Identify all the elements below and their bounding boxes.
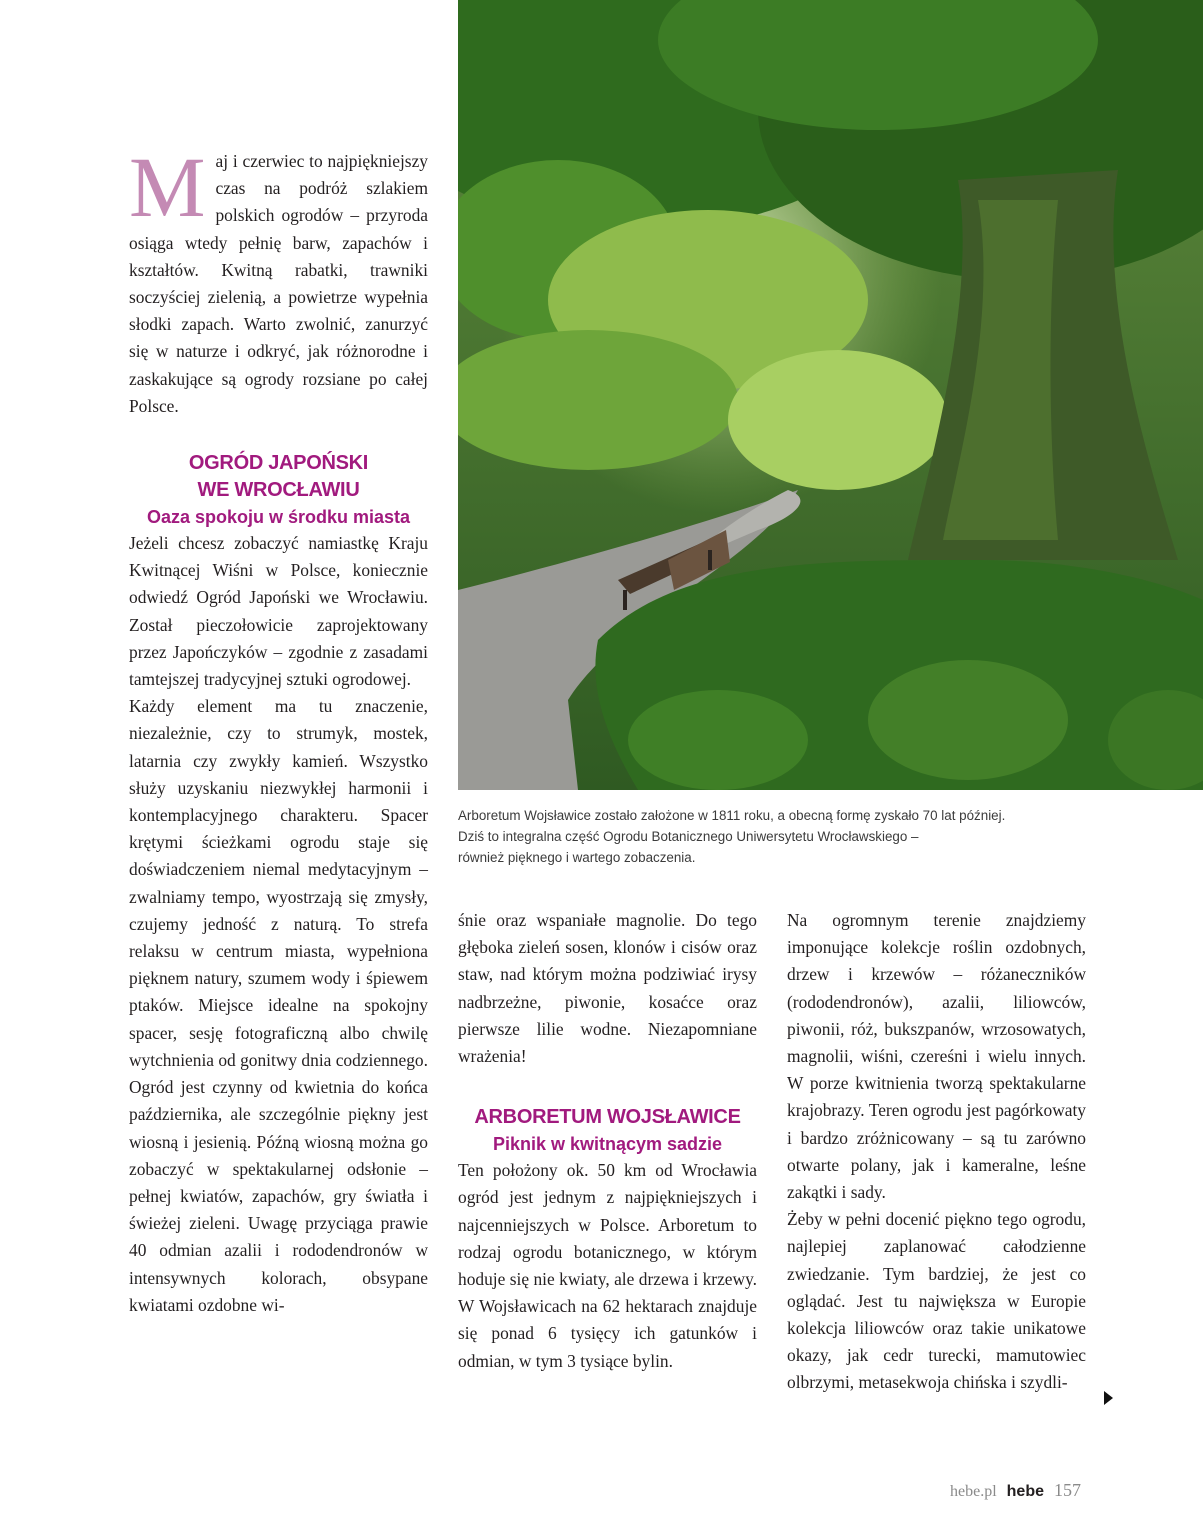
footer-brand-logo: hebe xyxy=(1006,1483,1044,1500)
section-subtitle: Piknik w kwitnącym sadzie xyxy=(492,1134,723,1155)
photo-caption xyxy=(458,805,1078,868)
body-paragraph: Jeżeli chcesz zobaczyć namiastkę Kraju Kwitnącej Wiśni w Polsce, koniecznie odwiedź Ogród Japoński we Wrocławiu. Został pieczołowicie zaprojektowany przez Japończyków – zgodnie z zasadami tamtejszej tradycyjnej sztuki ogrodowej. xyxy=(129,533,428,690)
body-paragraph: Ten położony ok. 50 km od Wrocławia ogród jest jednym z najpiękniejszych i najcenniejszych w Polsce. Arboretum to rodzaj ogrodu botanicznego, w którym hoduje się nie kwiaty, ale drzewa i krzewy. W Wojsławicach na 62 hektarach znajduje się ponad 6 tysięcy ich gatunków i odmian, w tym 3 tysiące bylin. xyxy=(458,1160,757,1371)
section-title-line1: OGRÓD JAPOŃSKI xyxy=(188,452,369,475)
continue-arrow-icon xyxy=(1104,1391,1113,1405)
drop-cap: M xyxy=(129,139,206,235)
intro-text: aj i czerwiec to najpiękniejszy czas na podróż szlakiem polskich ogrodów – przyroda osiąga wtedy pełnię barw, zapachów i kształtów. Kwitną rabatki, trawniki soczyściej zielenią, a powietrze wypełnia słodki zapach. Warto zwolnić, zanurzyć się w naturze i odkryć, jak różnorodne i zaskakujące są ogrody rozsiane po całej Polsce. xyxy=(129,151,428,416)
body-paragraph: śnie oraz wspaniałe magnolie. Do tego głęboka zieleń sosen, klonów i cisów oraz staw, nad którym można podziwiać irysy nadbrzeżne, piwonie, kosaćce oraz pierwsze lilie wodne. Niezapomniane wrażenia! xyxy=(458,910,757,1067)
body-paragraph: Żeby w pełni docenić piękno tego ogrodu, najlepiej zaplanować całodzienne zwiedzanie. Tym bardziej, że jest co oglądać. Jest tu największa w Europie kolekcja liliowców oraz takie unikatowe okazy, jak cedr turecki, mamutowiec olbrzymi, metasekwoja chińska i szydli- xyxy=(787,1209,1086,1393)
arboretum-image xyxy=(458,0,1203,790)
column-right xyxy=(787,907,1086,1397)
footer-site: hebe.pl xyxy=(950,1483,997,1500)
intro-paragraph xyxy=(129,139,428,420)
caption-line: również pięknego i wartego zobaczenia. xyxy=(458,850,696,865)
column-middle xyxy=(458,907,757,1375)
section-japanese-garden-heading xyxy=(129,450,428,530)
garden-photo xyxy=(458,0,1203,790)
page-footer xyxy=(950,1480,1081,1501)
column-left xyxy=(129,139,428,1319)
body-paragraph: Na ogromnym terenie znajdziemy imponujące kolekcje roślin ozdobnych, drzew i krzewów – różaneczników (rododendronów), azalii, liliowców, piwonii, róż, bukszpanów, wrzosowatych, magnolii, wiśni, czereśni i wielu innych. W porze kwitnienia tworzą spektakularne krajobrazy. Teren ogrodu jest pagórkowaty i bardzo zróżnicowany – są tu zarówno otwarte polany, jak i kameralne, leśne zakątki i sady. xyxy=(787,910,1086,1203)
caption-line: Dziś to integralna część Ogrodu Botanicznego Uniwersytetu Wrocławskiego – xyxy=(458,829,919,844)
page-number: 157 xyxy=(1054,1480,1081,1500)
section-arboretum-heading xyxy=(458,1104,757,1157)
caption-line: Arboretum Wojsławice zostało założone w 1811 roku, a obecną formę zyskało 70 lat później. xyxy=(458,808,1006,823)
section-title-line2: WE WROCŁAWIU xyxy=(197,479,360,502)
section-title: ARBORETUM WOJSŁAWICE xyxy=(474,1106,741,1129)
body-paragraph: Ogród jest czynny od kwietnia do końca października, ale szczególnie piękny jest wiosną i jesienią. Późną wiosną można go zobaczyć w spektakularnej odsłonie – pełnej kwiatów, zapachów, gry światła i świeżej zieleni. Uwagę przyciąga prawie 40 odmian azalii i rododendronów w intensywnych kolorach, obsypane kwiatami ozdobne wi- xyxy=(129,1077,428,1315)
body-paragraph: Każdy element ma tu znaczenie, niezależnie, czy to strumyk, mostek, latarnia czy zwykły kamień. Wszystko służy uzyskaniu niezwykłej harmonii i kontemplacyjnego charakteru. Spacer krętymi ścieżkami ogrodu staje się doświadczeniem niemal medytacyjnym – zwalniamy tempo, wyostrzają się zmysły, czujemy jedność z naturą. To strefa relaksu w centrum miasta, wypełniona pięknem natury, szumem wody i śpiewem ptaków. Miejsce idealne na spokojny spacer, sesję fotograficzną albo chwilę wytchnienia od gonitwy dnia codziennego. xyxy=(129,696,428,1070)
section-subtitle: Oaza spokoju w środku miasta xyxy=(146,507,411,528)
